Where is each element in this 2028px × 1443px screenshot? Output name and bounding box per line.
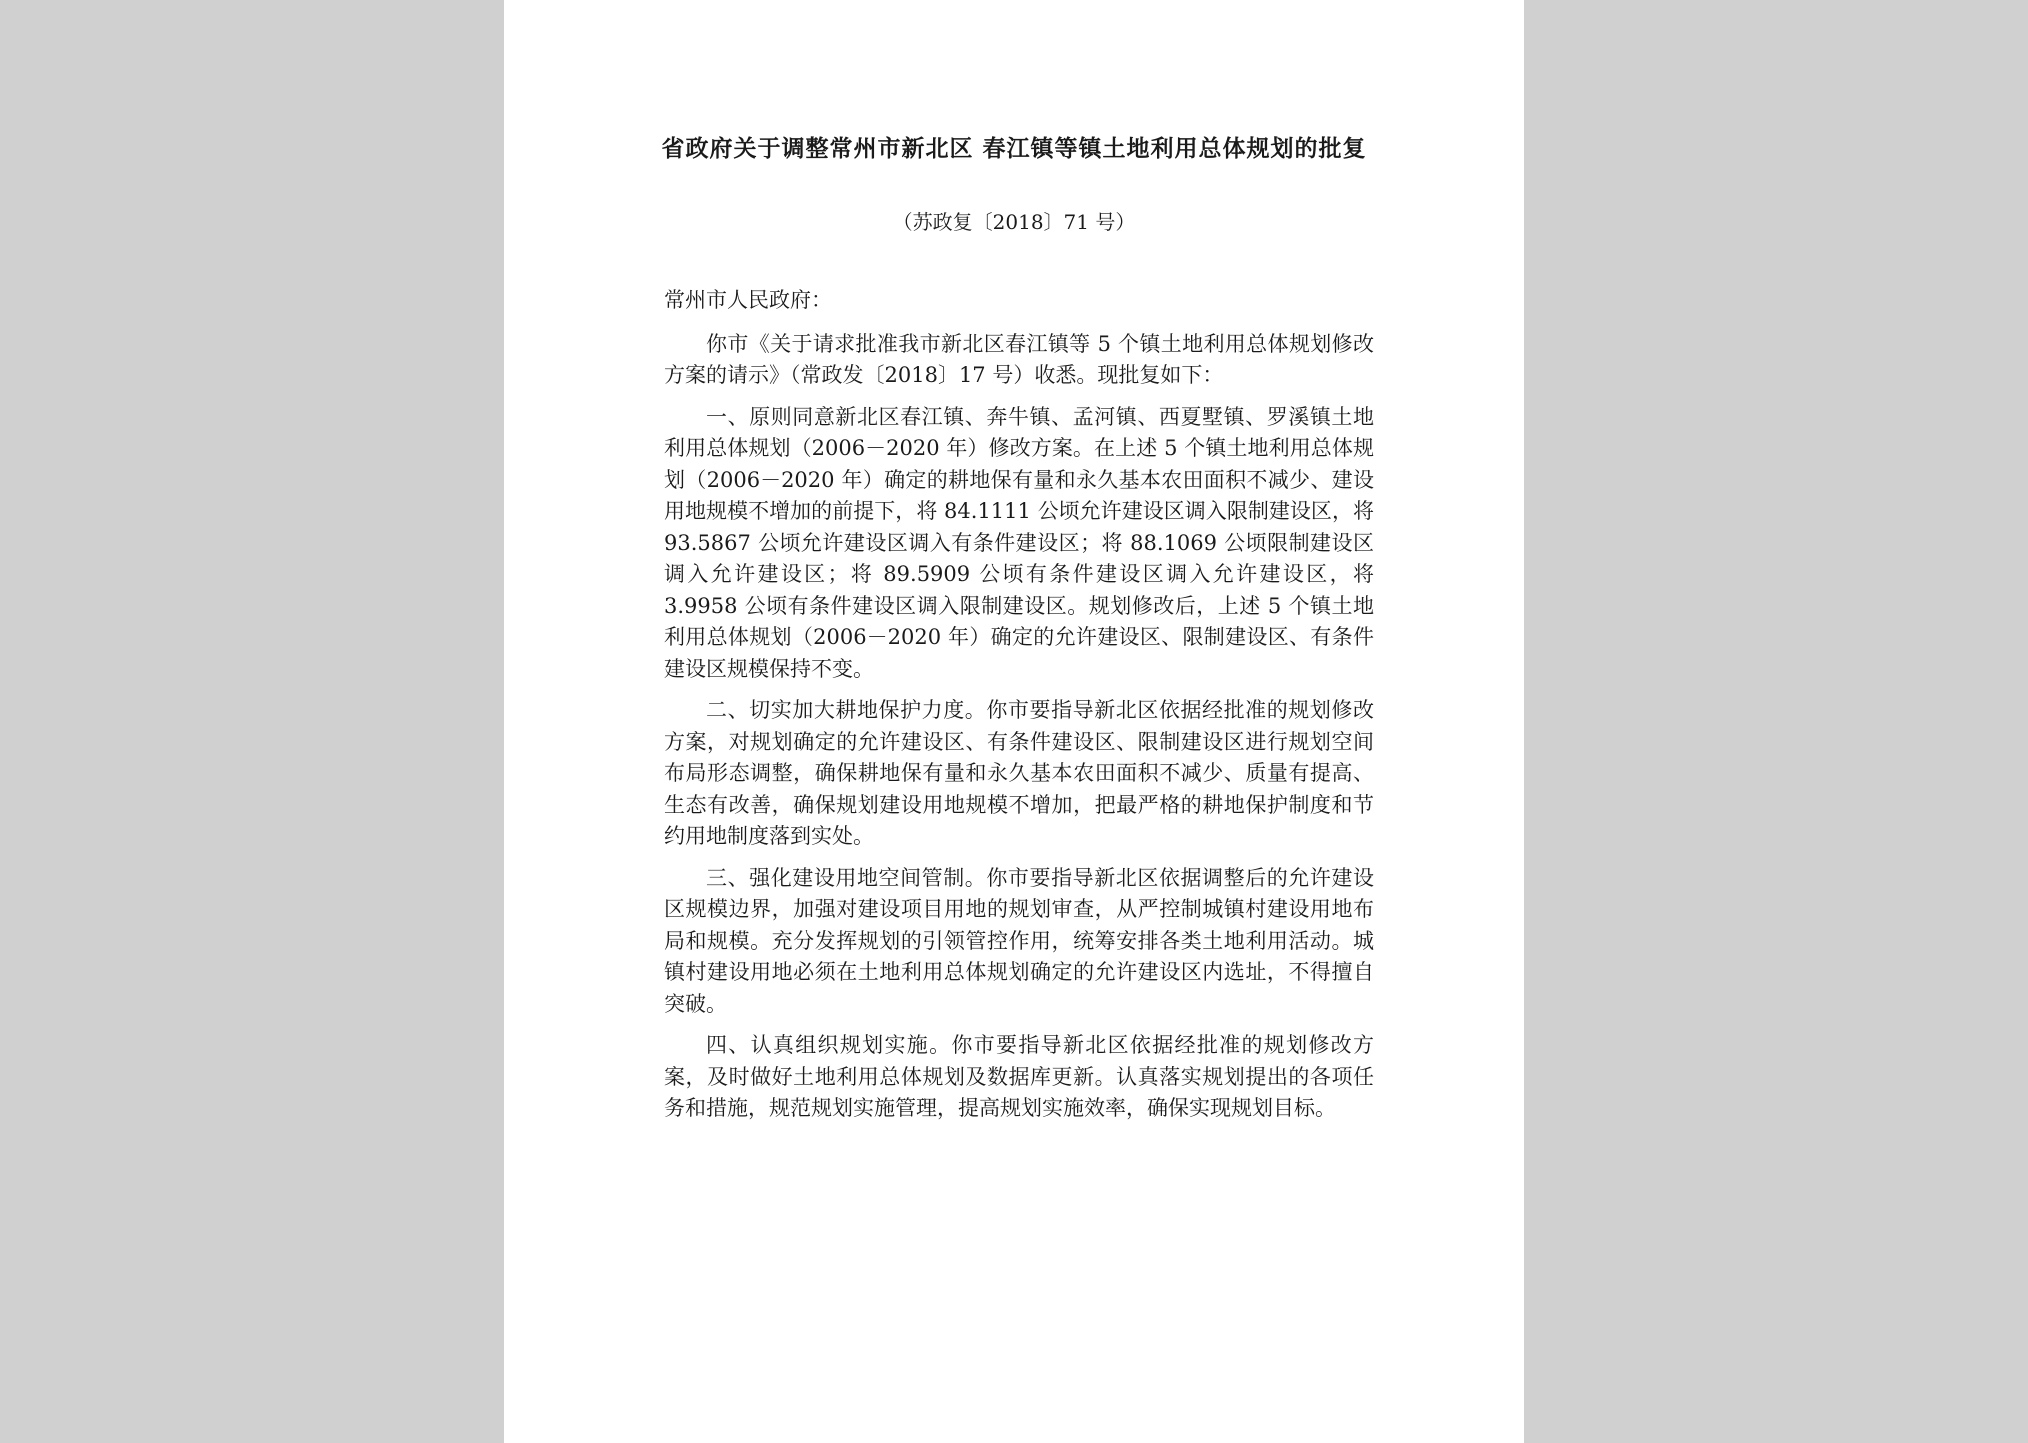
paragraph-item-1: 一、原则同意新北区春江镇、奔牛镇、孟河镇、西夏墅镇、罗溪镇土地利用总体规划（2006－2020 年）修改方案。在上述 5 个镇土地利用总体规划（2006－2020 年）确定的耕地保有量和永久基本农田面积不减少、建设用地规模不增加的前提下，将 84.1111 公顷允许建设区调入限制建设区，将 93.5867 公顷允许建设区调入有条件建设区；将 88.1069 公顷限制建设区调入允许建设区；将 89.5909 公顷有条件建设区调入允许建设区，将 3.9958 公顷有条件建设区调入限制建设区。规划修改后，上述 5 个镇土地利用总体规划（2006－2020 年）确定的允许建设区、限制建设区、有条件建设区规模保持不变。 <box>664 404 1374 681</box>
salutation: 常州市人民政府： <box>664 288 832 312</box>
document-body <box>664 285 1374 1135</box>
paragraph-item-4: 四、认真组织规划实施。你市要指导新北区依据经批准的规划修改方案，及时做好土地利用总体规划及数据库更新。认真落实规划提出的各项任务和措施，规范规划实施管理，提高规划实施效率，确保实现规划目标。 <box>664 1033 1374 1120</box>
paragraph-item-3: 三、强化建设用地空间管制。你市要指导新北区依据调整后的允许建设区规模边界，加强对建设项目用地的规划审查，从严控制城镇村建设用地布局和规模。充分发挥规划的引领管控作用，统筹安排各类土地利用活动。城镇村建设用地必须在土地利用总体规划确定的允许建设区内选址，不得擅自突破。 <box>664 865 1374 1016</box>
document-number: （苏政复〔2018〕71 号） <box>892 210 1136 234</box>
document-title: 省政府关于调整常州市新北区 春江镇等镇土地利用总体规划的批复 <box>661 135 1367 162</box>
paragraph-item-2: 二、切实加大耕地保护力度。你市要指导新北区依据经批准的规划修改方案，对规划确定的允许建设区、有条件建设区、限制建设区进行规划空间布局形态调整，确保耕地保有量和永久基本农田面积不减少、质量有提高、生态有改善，确保规划建设用地规模不增加，把最严格的耕地保护制度和节约用地制度落到实处。 <box>664 698 1374 848</box>
paragraph-intro: 你市《关于请求批准我市新北区春江镇等 5 个镇土地利用总体规划修改方案的请示》（常政发〔2018〕17 号）收悉。现批复如下： <box>664 331 1374 387</box>
document-page <box>504 0 1524 1443</box>
